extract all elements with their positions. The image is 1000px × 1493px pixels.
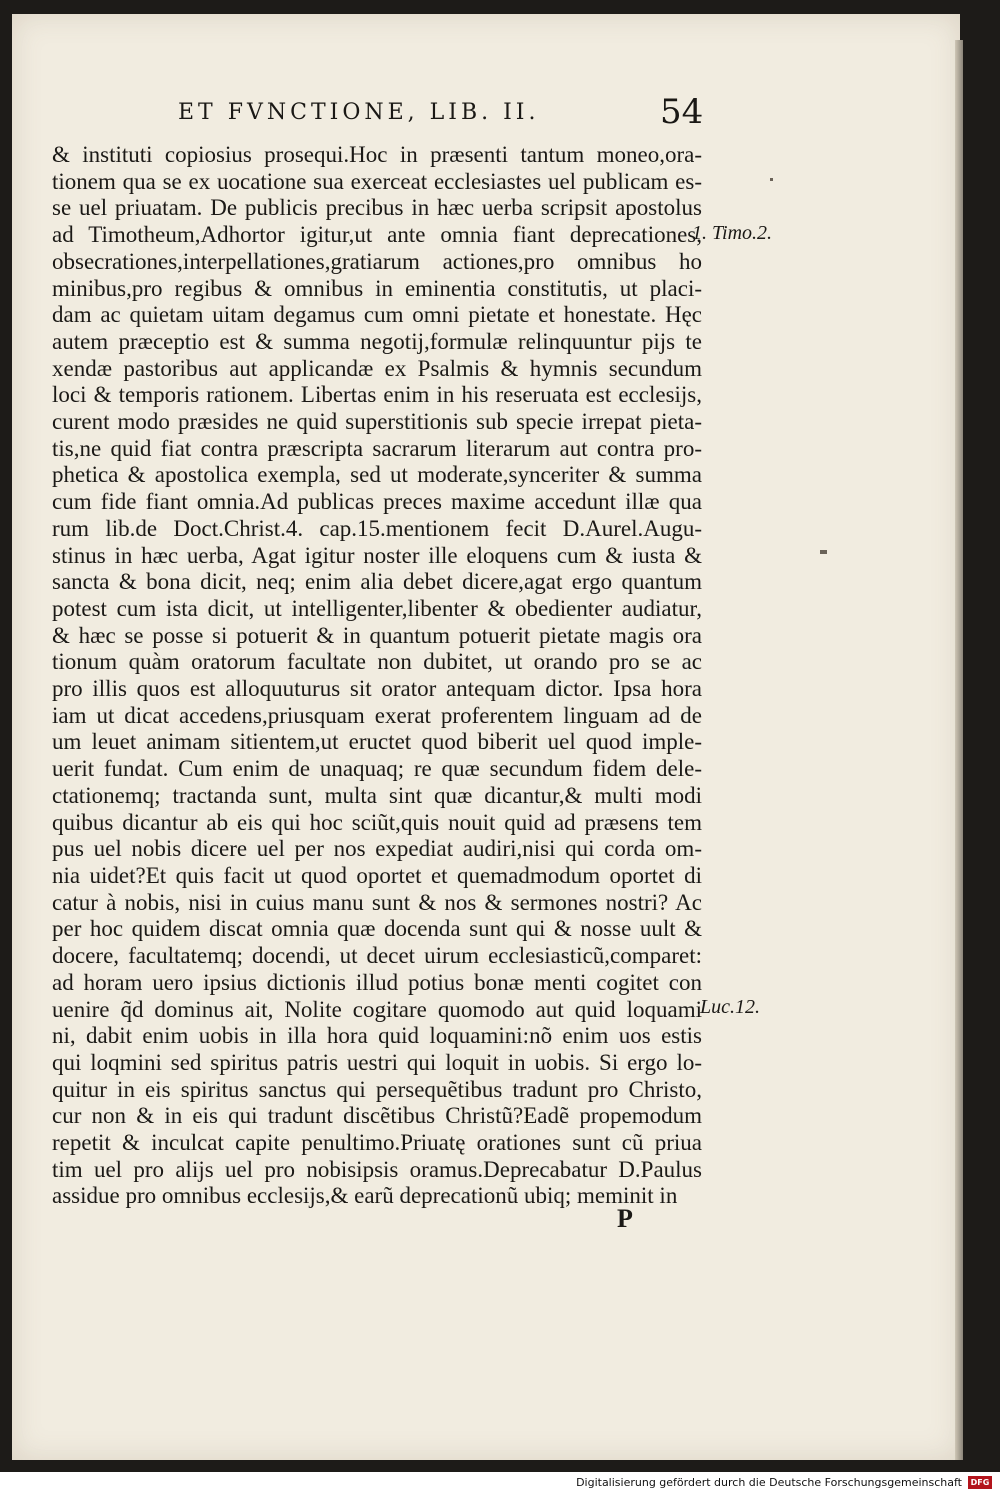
text-line: dam ac quietam uitam degamus cum omni pietate et honestate. Hęc — [52, 302, 702, 328]
text-line: cum fide fiant omnia.Ad publicas preces maxime accedunt illæ qua — [52, 489, 702, 515]
text-line: qui loqmini sed spiritus patris uestri qui loquit in uobis. Si ergo lo‑ — [52, 1049, 702, 1075]
text-line: potest cum ista dicit, ut intelligenter,libenter & obedienter audiatur, — [52, 595, 702, 621]
text-line: nia uidet?Et quis facit ut quod oportet et quemadmodum oportet di — [52, 862, 702, 888]
text-line: sancta & bona dicit, neq; enim alia debet dicere,agat ergo quantum — [52, 569, 702, 595]
text-line: catur à nobis, nisi in cuius manu sunt & nos & sermones nostri? Ac — [52, 889, 702, 915]
page-edge — [955, 40, 963, 1460]
text-line: quitur in eis spiritus sanctus qui persequẽtibus tradunt pro Christo, — [52, 1076, 702, 1102]
text-line: pro illis quos est alloquuturus sit orator antequam dictor. Ipsa hora — [52, 676, 702, 702]
margin-note: 1. Timo.2. — [692, 222, 773, 244]
body-text — [52, 142, 702, 1210]
text-line: curent modo præsides ne quid superstitionis sub specie irrepat pieta‑ — [52, 409, 702, 435]
text-line: & hæc se posse si potuerit & in quantum potuerit pietate magis ora — [52, 622, 702, 648]
text-line: tim uel pro alijs uel pro nobisipsis oramus.Deprecabatur D.Paulus — [52, 1156, 702, 1182]
text-line: stinus in hæc uerba, Agat igitur noster ille eloquens cum & iusta & — [52, 542, 702, 568]
text-line: pus uel nobis dicere uel per nos expediat audiri,nisi qui corda om‑ — [52, 836, 702, 862]
text-line: tionum quàm oratorum facultate non dubitet, ut orando pro se ac — [52, 649, 702, 675]
text-line: se uel priuatam. De publicis precibus in hæc uerba scripsit apostolus — [52, 195, 702, 221]
text-line: assidue pro omnibus ecclesijs,& earũ deprecationũ ubiq; meminit in — [52, 1183, 678, 1209]
text-line: um leuet animam sitientem,ut eructet quod biberit uel quod imple‑ — [52, 729, 702, 755]
text-line: repetit & inculcat capite penultimo.Priuatę orationes sunt cũ priua — [52, 1130, 702, 1156]
text-line: xendæ pastoribus aut applicandæ ex Psalmis & hymnis secundum — [52, 355, 702, 381]
text-line: ctationemq; tractanda sunt, multa sint quæ dicantur,& multi modi — [52, 782, 702, 808]
text-line: minibus,pro regibus & omnibus in eminentia constitutis, ut placi‑ — [52, 275, 702, 301]
text-line: phetica & apostolica exempla, sed ut moderate,synceriter & summa — [52, 462, 702, 488]
text-line: cur non & in eis qui tradunt discẽtibus Christũ?Eadẽ propemodum — [52, 1103, 702, 1129]
dfg-logo: DFG — [968, 1476, 992, 1489]
text-line: quibus dicantur ab eis qui hoc sciũt,quis nouit quid ad præsens tem — [52, 809, 702, 835]
page-number: 54 — [660, 92, 704, 132]
text-line: rum lib.de Doct.Christ.4. cap.15.mentionem fecit D.Aurel.Augu‑ — [52, 515, 702, 541]
margin-note: Luc.12. — [700, 996, 760, 1018]
ink-fleck — [770, 178, 773, 181]
text-line: tionem qua se ex uocatione sua exerceat ecclesiastes uel publicam es‑ — [52, 168, 702, 194]
text-line: tis,ne quid fiat contra præscripta sacrarum literarum aut contra pro‑ — [52, 435, 702, 461]
signature-mark: P — [617, 1204, 633, 1233]
text-line: ni, dabit enim uobis in illa hora quid loquamini:nõ enim uos estis — [52, 1023, 702, 1049]
text-line: loci & temporis rationem. Libertas enim in his reseruata est ecclesijs, — [52, 382, 702, 408]
text-line: docere, facultatemq; docendi, ut decet uirum ecclesiasticũ,comparet: — [52, 943, 702, 969]
text-line: & instituti copiosius prosequi.Hoc in præsenti tantum moneo,ora‑ — [52, 142, 702, 167]
ink-fleck — [820, 550, 827, 554]
text-line: iam ut dicat accedens,priusquam exerat proferentem linguam ad de — [52, 702, 702, 728]
text-line: ad Timotheum,Adhortor igitur,ut ante omnia fiant deprecationes, — [52, 222, 702, 248]
text-line: per hoc quidem discat omnia quæ docenda sunt qui & nosse uult & — [52, 916, 702, 942]
text-line: uenire q̃d dominus ait, Nolite cogitare quomodo aut quid loquami — [52, 996, 702, 1022]
text-line: autem præceptio est & summa negotij,formulæ relinquuntur pijs te — [52, 328, 702, 354]
text-line: uerit fundat. Cum enim de unaquaq; re quæ secundum fidem dele‑ — [52, 756, 702, 782]
running-head: ET FVNCTIONE, LIB. II. — [178, 100, 540, 125]
text-line: ad horam uero ipsius dictionis illud potius bonæ menti cogitet con — [52, 969, 702, 995]
text-line: obsecrationes,interpellationes,gratiarum actiones,pro omnibus ho — [52, 248, 702, 274]
footer-credit: Digitalisierung gefördert durch die Deutsche Forschungsgemeinschaft — [576, 1476, 962, 1489]
